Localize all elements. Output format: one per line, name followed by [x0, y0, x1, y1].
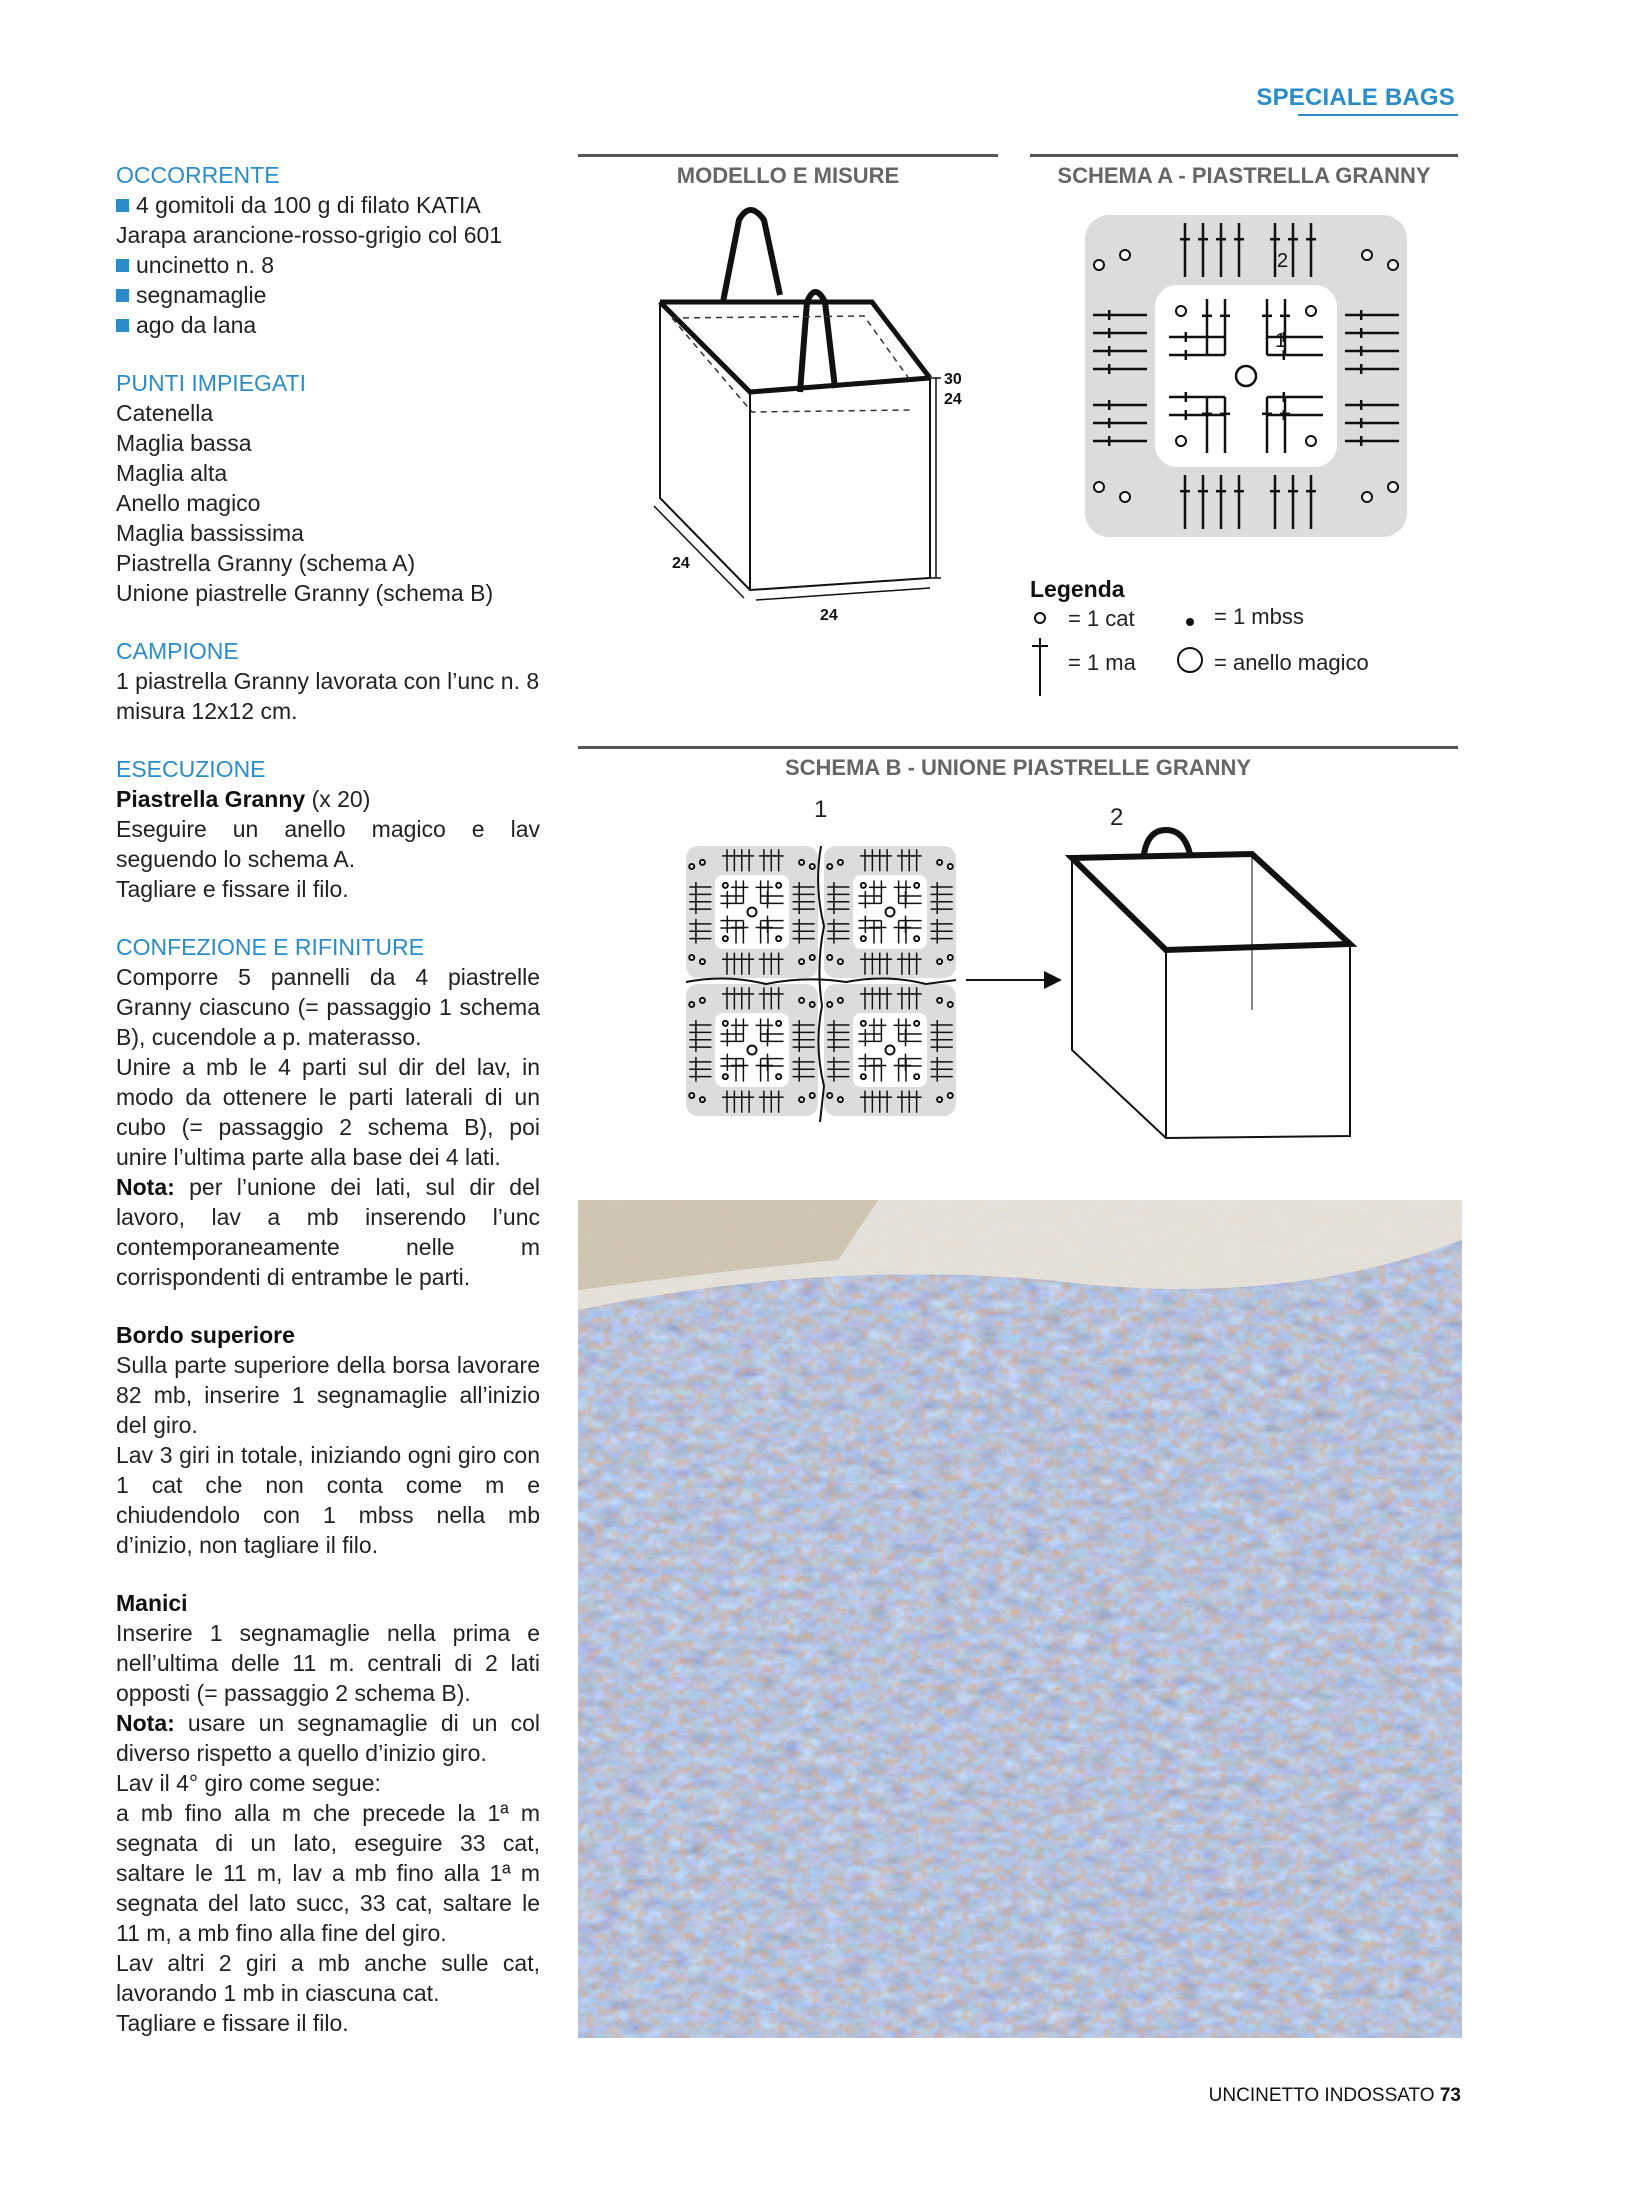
bordo-heading: Bordo superiore [116, 1322, 295, 1348]
nota-label: Nota: [116, 1710, 175, 1736]
punti-item: Anello magico [116, 490, 261, 516]
confezione-heading: CONFEZIONE E RIFINITURE [116, 934, 424, 960]
esecuzione-sub-bold: Piastrella Granny [116, 786, 306, 812]
esecuzione-text: Tagliare e fissare il filo. [116, 876, 349, 902]
punti-item: Unione piastrelle Granny (schema B) [116, 580, 494, 606]
manici-heading: Manici [116, 1590, 188, 1616]
confezione-text: Unire a mb le 4 parti sul dir del lav, in modo da ottenere le parti laterali di un cubo (= passaggio 2 schema B), poi unire l’ultima parte alla base dei 4 lati. [116, 1054, 540, 1170]
slip-stitch-symbol-icon [1186, 618, 1194, 626]
occorrente-item: segnamaglie [116, 280, 540, 310]
punti-item: Maglia bassa [116, 430, 252, 456]
esecuzione-subheading [116, 784, 540, 814]
legend-cat: = 1 cat [1068, 606, 1135, 631]
schema-a-title: SCHEMA A - PIASTRELLA GRANNY [1057, 163, 1431, 188]
legend-anello: = anello magico [1214, 650, 1369, 675]
esecuzione-sub-rest: (x 20) [305, 786, 371, 812]
occorrente-item: uncinetto n. 8 [116, 250, 540, 280]
punti-item: Maglia bassissima [116, 520, 304, 546]
dim-height-bottom: 24 [944, 391, 962, 408]
modello-title: MODELLO E MISURE [676, 163, 900, 188]
manici-nota [116, 1708, 540, 1768]
bag-model-drawing [640, 200, 962, 624]
schema-b-rule [578, 746, 1458, 749]
occorrente-item: ago da lana [116, 310, 540, 340]
occorrente-block [116, 160, 540, 340]
punti-block [116, 368, 540, 608]
legend-symbols-2 [1176, 606, 1216, 686]
manici-text: Tagliare e fissare il filo. [116, 2010, 349, 2036]
chain-symbol-icon [1035, 613, 1045, 623]
crochet-texture-image [578, 1200, 1462, 2038]
magic-ring-symbol-icon [1178, 648, 1202, 672]
legend-title: Legenda [1030, 576, 1125, 602]
legend-mbss: = 1 mbss [1214, 604, 1304, 629]
step-2-label: 2 [1110, 804, 1124, 831]
punti-heading: PUNTI IMPIEGATI [116, 370, 306, 396]
bag-photo [578, 1200, 1462, 2038]
esecuzione-block [116, 754, 540, 904]
punti-item: Piastrella Granny (schema A) [116, 550, 416, 576]
schema-b-title: SCHEMA B - UNIONE PIASTRELLE GRANNY [784, 755, 1252, 780]
punti-item: Maglia alta [116, 460, 228, 486]
step-1-label: 1 [814, 796, 828, 823]
instructions-column [116, 160, 540, 2066]
section-tag-rule [1298, 114, 1458, 116]
page-footer [1209, 2085, 1461, 2107]
confezione-block [116, 932, 540, 1292]
manici-block [116, 1588, 540, 2038]
granny-tile-chart [1085, 215, 1407, 537]
arrow-icon [964, 965, 1064, 995]
modello-rule [578, 154, 998, 157]
section-tag: SPECIALE BAGS [1256, 84, 1455, 111]
nota-text: usare un segnamaglie di un col diverso rispetto a quello d’inizio giro. [116, 1710, 540, 1766]
nota-text: per l’unione dei lati, sul dir del lavoro, lav a mb inserendo l’unc contemporaneamente nelle m corrispondenti di entrambe le parti. [116, 1174, 540, 1290]
bordo-text: Sulla parte superiore della borsa lavorare 82 mb, inserire 1 segnamaglie all’inizio del giro. [116, 1352, 540, 1438]
occorrente-heading: OCCORRENTE [116, 162, 280, 188]
punti-item: Catenella [116, 400, 214, 426]
magazine-name: UNCINETTO INDOSSATO [1208, 2085, 1435, 2106]
campione-text: 1 piastrella Granny lavorata con l’unc n. 8 misura 12x12 cm. [116, 668, 540, 724]
treble-symbol-icon [1032, 638, 1048, 696]
round-1-label: 1 [1275, 330, 1287, 352]
campione-block [116, 636, 540, 726]
bordo-text: Lav 3 giri in totale, iniziando ogni giro con 1 cat che non conta come m e chiudendolo con 1 mbss nella mb d’inizio, non tagliare il filo. [116, 1442, 540, 1558]
manici-text: Lav altri 2 giri a mb anche sulle cat, lavorando 1 mb in ciascuna cat. [116, 1950, 540, 2006]
dim-height-top: 30 [944, 371, 962, 388]
bordo-block [116, 1320, 540, 1560]
cube-bag-drawing [1066, 820, 1366, 1150]
dim-width: 24 [820, 607, 838, 624]
round-2-label: 2 [1277, 250, 1289, 272]
esecuzione-text: Eseguire un anello magico e lav seguendo lo schema A. [116, 816, 540, 872]
campione-heading: CAMPIONE [116, 638, 239, 664]
dim-depth: 24 [672, 555, 690, 572]
esecuzione-heading: ESECUZIONE [116, 756, 266, 782]
confezione-text: Comporre 5 pannelli da 4 piastrelle Granny ciascuno (= passaggio 1 schema B), cucendole a p. materasso. [116, 964, 540, 1050]
nota-label: Nota: [116, 1174, 175, 1200]
occorrente-item: 4 gomitoli da 100 g di filato KATIA Jarapa arancione-rosso-grigio col 601 [116, 190, 540, 250]
confezione-nota [116, 1172, 540, 1292]
schema-a-rule [1030, 154, 1458, 157]
legend-ma: = 1 ma [1068, 650, 1136, 675]
manici-text: a mb fino alla m che precede la 1ª m segnata di un lato, eseguire 33 cat, saltare le 11 m, lav a mb fino alla 1ª m segnata del lato succ, 33 cat, saltare le 11 m, a mb fino alla fine del giro. [116, 1800, 540, 1946]
manici-text: Inserire 1 segnamaglie nella prima e nell’ultima delle 11 m. centrali di 2 lati opposti (= passaggio 2 schema B). [116, 1620, 540, 1706]
page-number: 73 [1439, 2085, 1461, 2106]
four-tiles-chart [686, 846, 956, 1122]
manici-text: Lav il 4° giro come segue: [116, 1770, 381, 1796]
